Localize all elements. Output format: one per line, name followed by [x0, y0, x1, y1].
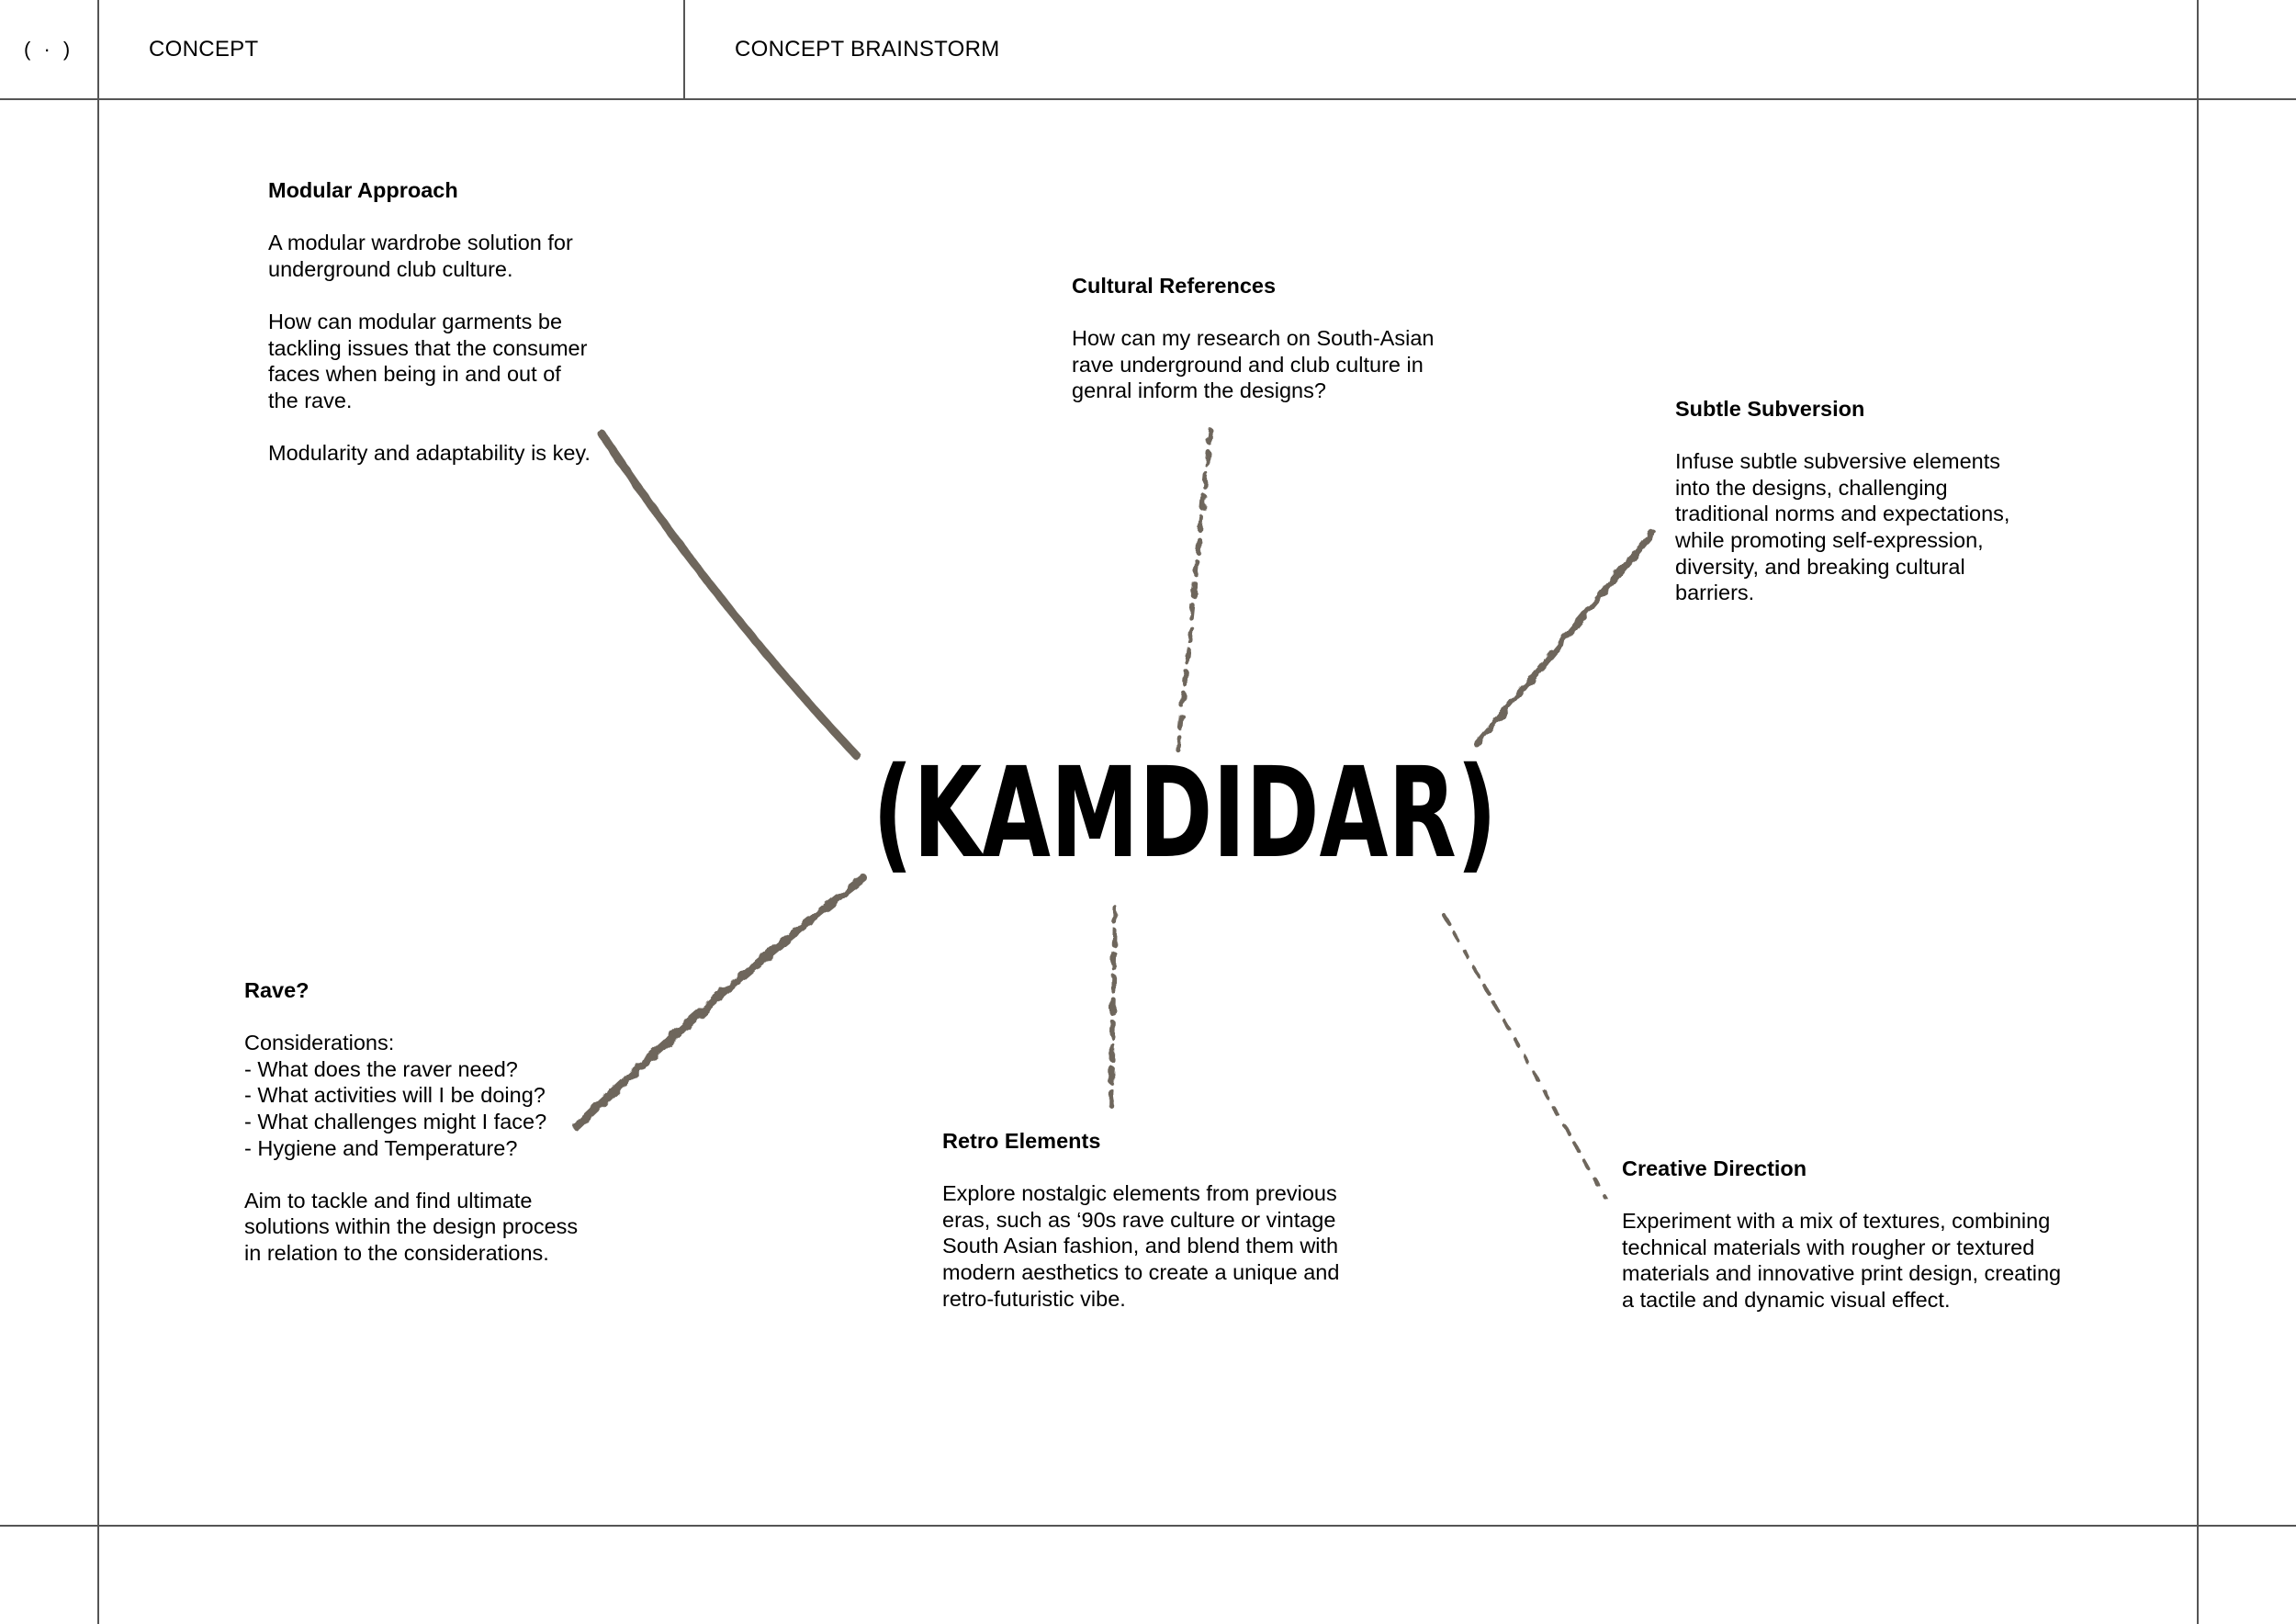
node-retro-elements — [942, 1128, 1339, 1312]
node-modular-approach — [268, 177, 591, 467]
node-line: - Hygiene and Temperature? — [244, 1135, 518, 1160]
node-line: underground club culture. — [268, 256, 513, 281]
kamdidar-logo — [863, 741, 1506, 886]
node-title: Modular Approach — [268, 178, 458, 202]
node-line: barriers. — [1675, 581, 1755, 605]
section-label-text: CONCEPT — [149, 36, 259, 62]
node-line: - What does the raver need? — [244, 1056, 518, 1081]
node-title: Creative Direction — [1622, 1156, 1807, 1180]
node-line: faces when being in and out of — [268, 362, 561, 387]
node-line: retro-futuristic vibe. — [942, 1286, 1126, 1311]
brand-wordmark: (KAMDIDAR) — [872, 741, 1497, 886]
node-line: technical materials with rougher or textured — [1622, 1235, 2035, 1259]
ray-rave — [577, 878, 863, 1126]
logo-mark-text: ( · ) — [24, 37, 74, 61]
node-line: while promoting self-expression, — [1675, 527, 1984, 552]
node-rave — [244, 977, 578, 1267]
ray-retro — [1111, 908, 1115, 1113]
node-subtle-subversion — [1675, 396, 2009, 606]
node-line: into the designs, challenging — [1675, 475, 1948, 500]
node-line: solutions within the design process — [244, 1214, 579, 1239]
node-cultural-references — [1072, 273, 1434, 404]
node-line: - What challenges might I face? — [244, 1109, 547, 1133]
node-line: modern aesthetics to create a unique and — [942, 1259, 1340, 1284]
node-line: in relation to the considerations. — [244, 1240, 549, 1265]
ray-modular — [602, 434, 856, 755]
node-line: Experiment with a mix of textures, combining — [1622, 1209, 2051, 1234]
node-line: rave underground and club culture in — [1072, 352, 1424, 377]
node-line: Infuse subtle subversive elements — [1675, 449, 2000, 474]
node-line: genral inform the designs? — [1072, 378, 1326, 403]
node-line — [244, 1161, 578, 1188]
node-line: materials and innovative print design, creating — [1622, 1261, 2062, 1286]
ray-creative — [1444, 915, 1605, 1198]
node-line — [268, 282, 591, 309]
node-line: - What activities will I be doing? — [244, 1083, 546, 1108]
node-line: A modular wardrobe solution for — [268, 231, 573, 255]
node-title: Retro Elements — [942, 1129, 1101, 1153]
node-line: diversity, and breaking cultural — [1675, 554, 1965, 579]
node-line: a tactile and dynamic visual effect. — [1622, 1287, 1951, 1312]
node-line: the rave. — [268, 388, 353, 412]
node-line: How can modular garments be — [268, 309, 563, 333]
ray-cultural — [1177, 430, 1210, 753]
node-line: traditional norms and expectations, — [1675, 502, 2010, 526]
page-title-text: CONCEPT BRAINSTORM — [735, 36, 1000, 62]
node-line: South Asian fashion, and blend them with — [942, 1234, 1339, 1258]
node-title: Subtle Subversion — [1675, 397, 1865, 421]
node-line: Aim to tackle and find ultimate — [244, 1188, 533, 1212]
ray-subtle — [1477, 533, 1653, 744]
node-line — [268, 413, 591, 440]
node-line: Explore nostalgic elements from previous — [942, 1181, 1337, 1206]
node-line: Considerations: — [244, 1031, 395, 1055]
node-title: Rave? — [244, 978, 310, 1002]
node-line: How can my research on South-Asian — [1072, 326, 1435, 351]
node-creative-direction — [1622, 1156, 2061, 1314]
node-line: Modularity and adaptability is key. — [268, 440, 591, 465]
node-line: tackling issues that the consumer — [268, 335, 588, 360]
node-title: Cultural References — [1072, 274, 1277, 298]
node-line: eras, such as ‘90s rave culture or vintage — [942, 1207, 1336, 1232]
